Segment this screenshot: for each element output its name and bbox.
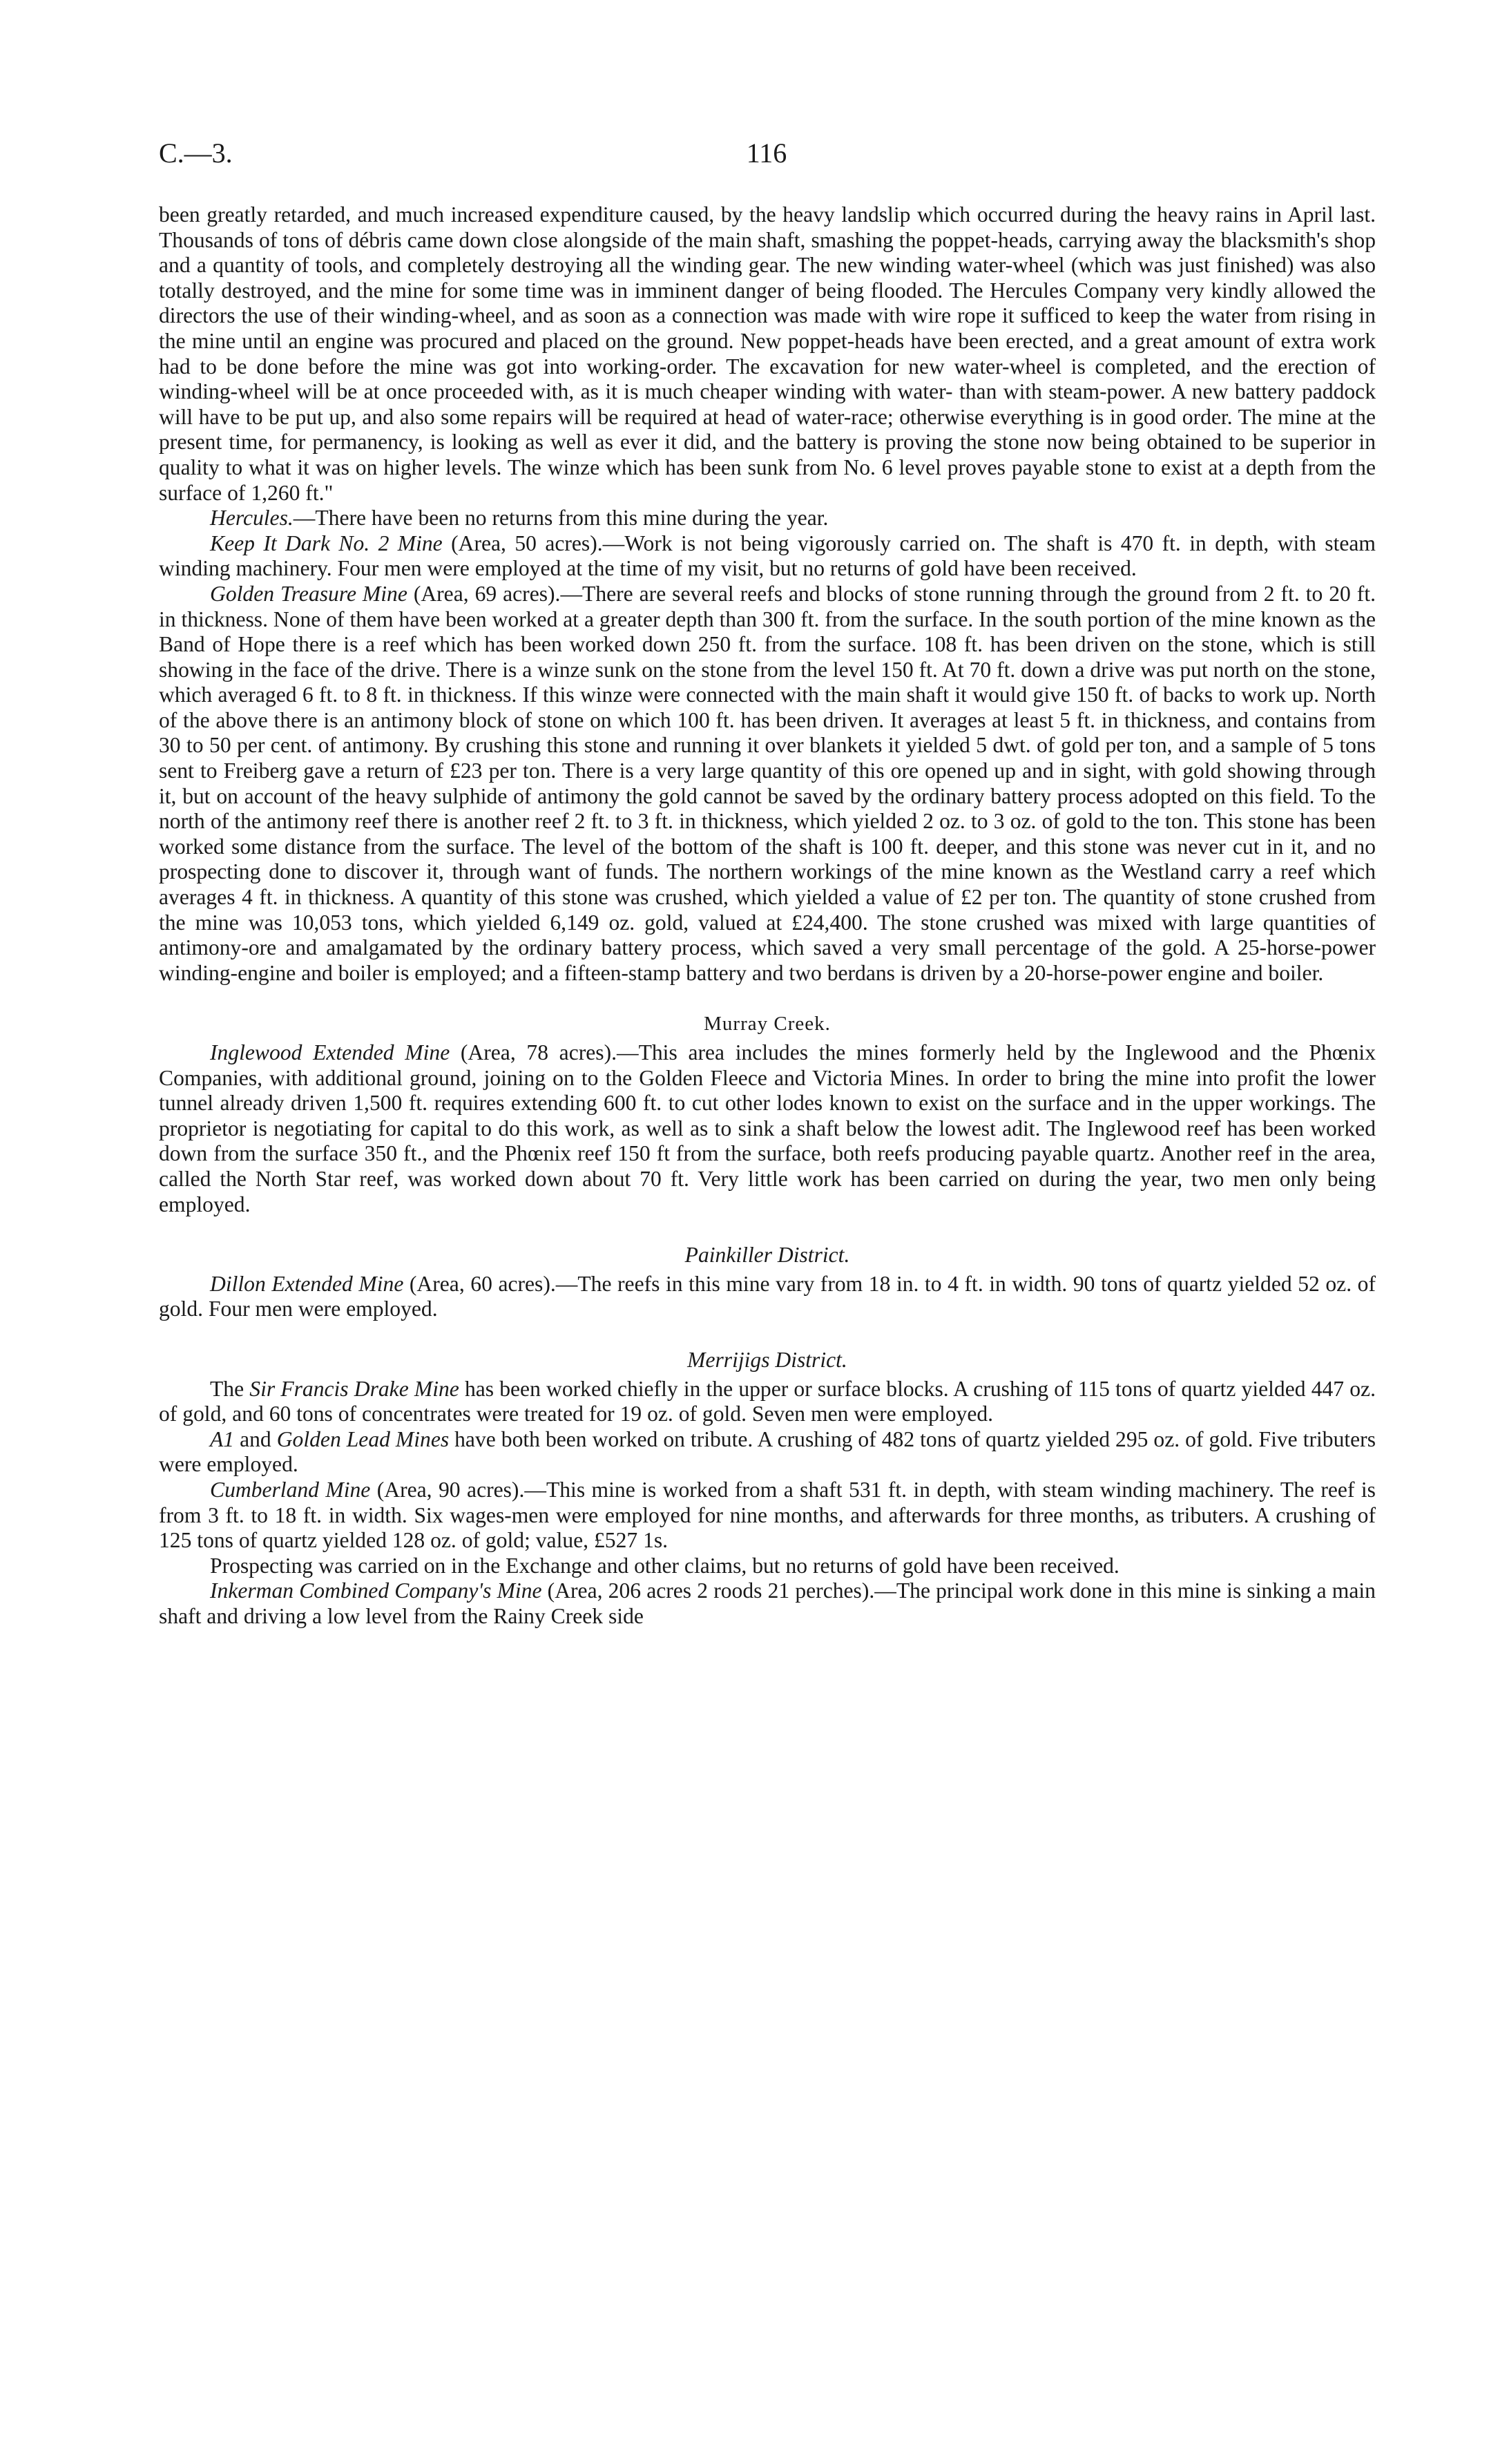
paragraph-text: The — [210, 1376, 250, 1401]
mine-name: Keep It Dark No. 2 Mine — [210, 531, 443, 555]
paragraph-cumberland — [159, 1478, 1376, 1554]
paragraph-keep-it-dark — [159, 531, 1376, 582]
paragraph-inglewood — [159, 1040, 1376, 1217]
section-heading-painkiller: Painkiller District. — [684, 1243, 850, 1268]
paragraph-continued: been greatly retarded, and much increased expenditure caused, by the heavy landslip which occurred during the heavy rains in April last. Thousands of tons of débris came down close alongside of the main shaft, smashing the poppet-heads, carrying away the blacksmith's shop and a quantity of tools, and completely destroying all the winding gear. The new winding water-wheel (which was just finished) was also totally destroyed, and the mine for some time was in imminent danger of being flooded. The Hercules Company very kindly allowed the directors the use of their winding-wheel, and as soon as a connection was made with wire rope it sufficed to keep the water from rising in the mine until an engine was procured and placed on the ground. New poppet-heads have been erected, and a great amount of extra work had to be done before the mine was got into working-order. The excavation for new water-wheel is completed, and the erection of winding-wheel will be at once proceeded with, as it is much cheaper winding with water- than with steam-power. A new battery paddock will have to be put up, and also some repairs will be required at head of water-race; otherwise everything is in good order. The mine at the present time, for permanency, is looking as well as ever it did, and the battery is proving the stone now being obtained to be superior in quality to what it was on higher levels. The winze which has been sunk from No. 6 level proves payable stone to exist at a depth from the surface of 1,260 ft." — [159, 202, 1376, 505]
paragraph-text: (Area, 50 acres).—Work is not being vigorously carried on. The shaft is 470 ft. in depth, with steam winding machinery. Four men were employed at the time of my visit, but no returns of gold have been received. — [159, 531, 1376, 581]
paragraph-golden-treasure — [159, 582, 1376, 986]
body-text — [159, 202, 1376, 1629]
page-number: 116 — [746, 137, 787, 169]
mine-name: Golden Lead Mines — [276, 1426, 450, 1451]
section-heading-merrijigs: Merrijigs District. — [687, 1347, 847, 1372]
mine-name: A1 — [210, 1426, 235, 1451]
paragraph-text: —There have been no returns from this mine during the year. — [293, 506, 829, 531]
section-heading-murray-creek: Murray Creek. — [704, 1013, 831, 1035]
paragraph-text: have both been worked on tribute. A crushing of 482 tons of quartz yielded 295 oz. of gold. Five tributers were employed. — [159, 1426, 1376, 1477]
running-head — [159, 137, 1374, 178]
paragraph-dillon — [159, 1272, 1376, 1322]
paragraph-text: (Area, 206 acres 2 roods 21 perches).—The principal work done in this mine is sinking a main shaft and driving a low level from the Rainy Creek side — [159, 1578, 1376, 1628]
mine-name: Dillon Extended Mine — [210, 1271, 404, 1296]
mine-name: Inglewood Extended Mine — [210, 1040, 450, 1064]
paragraph-text: and — [234, 1426, 277, 1451]
mine-name: Cumberland Mine — [210, 1477, 371, 1502]
mine-name: Hercules. — [210, 506, 294, 531]
paragraph-inkerman — [159, 1578, 1376, 1629]
paragraph-hercules — [159, 506, 1376, 531]
mine-name: Sir Francis Drake Mine — [249, 1376, 459, 1401]
paragraph-prospecting: Prospecting was carried on in the Exchange and other claims, but no returns of gold have been received. — [210, 1553, 1119, 1578]
paragraph-text: has been worked chiefly in the upper or surface blocks. A crushing of 115 tons of quartz yielded 447 oz. of gold, and 60 tons of concentrates were treated for 19 oz. of gold. Seven men were employed. — [159, 1376, 1376, 1426]
paragraph-text: (Area, 78 acres).—This area includes the mines formerly held by the Inglewood and the Phœnix Companies, with additional ground, joining on to the Golden Fleece and Victoria Mines. In order to bring the mine into profit the lower tunnel already driven 1,500 ft. requires extending 600 ft. to cut other lodes known to exist on the surface and in the upper workings. The proprietor is negotiating for capital to do this work, as well as to sink a shaft below the lowest adit. The Inglewood reef has been worked down from the surface 350 ft., and the Phœnix reef 150 ft from the surface, both reefs producing payable quartz. Another reef in the area, called the North Star reef, was worked down about 70 ft. Very little work has been carried on during the year, two men only being employed. — [159, 1040, 1376, 1216]
mine-name: Golden Treasure Mine — [210, 581, 407, 606]
document-reference: C.—3. — [159, 137, 233, 169]
paragraph-text: (Area, 60 acres).—The reefs in this mine vary from 18 in. to 4 ft. in width. 90 tons of quartz yielded 52 oz. of gold. Four men were employed. — [159, 1271, 1376, 1321]
paragraph-sir-francis-drake — [159, 1377, 1376, 1427]
paragraph-text: (Area, 69 acres).—There are several reefs and blocks of stone running through the ground from 2 ft. to 20 ft. in thickness. None of them have been worked at a greater depth than 300 ft. from the surface. In the south portion of the mine known as the Band of Hope there is a reef which has been worked down 250 ft. from the surface. 108 ft. has been driven on the stone, which is still showing in the face of the drive. There is a winze sunk on the stone from the level 150 ft. At 70 ft. down a drive was put north on the stone, which averaged 6 ft. to 8 ft. in thickness. If this winze were connected with the main shaft it would give 150 ft. of backs to work up. North of the above there is an antimony block of stone on which 100 ft. has been driven. It averages at least 5 ft. in thickness, and contains from 30 to 50 per cent. of antimony. By crushing this stone and running it over blankets it yielded 5 dwt. of gold per ton, and a sample of 5 tons sent to Freiberg gave a return of £23 per ton. There is a very large quantity of this ore opened up and in sight, with gold showing through it, but on account of the heavy sulphide of antimony the gold cannot be saved by the ordinary battery process adopted on this field. To the north of the antimony reef there is another reef 2 ft. to 3 ft. in thickness, which yielded 2 oz. to 3 oz. of gold to the ton. This stone has been worked some distance from the surface. The level of the bottom of the shaft is 100 ft. deeper, and this stone was never cut in it, and no prospecting done to discover it, through want of funds. The northern workings of the mine known as the Westland carry a reef which averages 4 ft. in thickness. A quantity of this stone was crushed, which yielded a value of £2 per ton. The quantity of stone crushed from the mine was 10,053 tons, which yielded 6,149 oz. gold, valued at £24,400. The stone crushed was mixed with large quantities of antimony-ore and amalgamated by the ordinary battery process, which saved a very small percentage of the gold. A 25-horse-power winding-engine and boiler is employed; and a fifteen-stamp battery and two berdans is driven by a 20-horse-power engine and boiler. — [159, 581, 1376, 985]
paragraph-a1 — [159, 1427, 1376, 1478]
paragraph-text: (Area, 90 acres).—This mine is worked from a shaft 531 ft. in depth, with steam winding machinery. The reef is from 3 ft. to 18 ft. in width. Six wages-men were employed for nine months, and afterwards for three months, as tributers. A crushing of 125 tons of quartz yielded 128 oz. of gold; value, £527 1s. — [159, 1477, 1376, 1553]
mine-name: Inkerman Combined Company's Mine — [210, 1578, 542, 1603]
